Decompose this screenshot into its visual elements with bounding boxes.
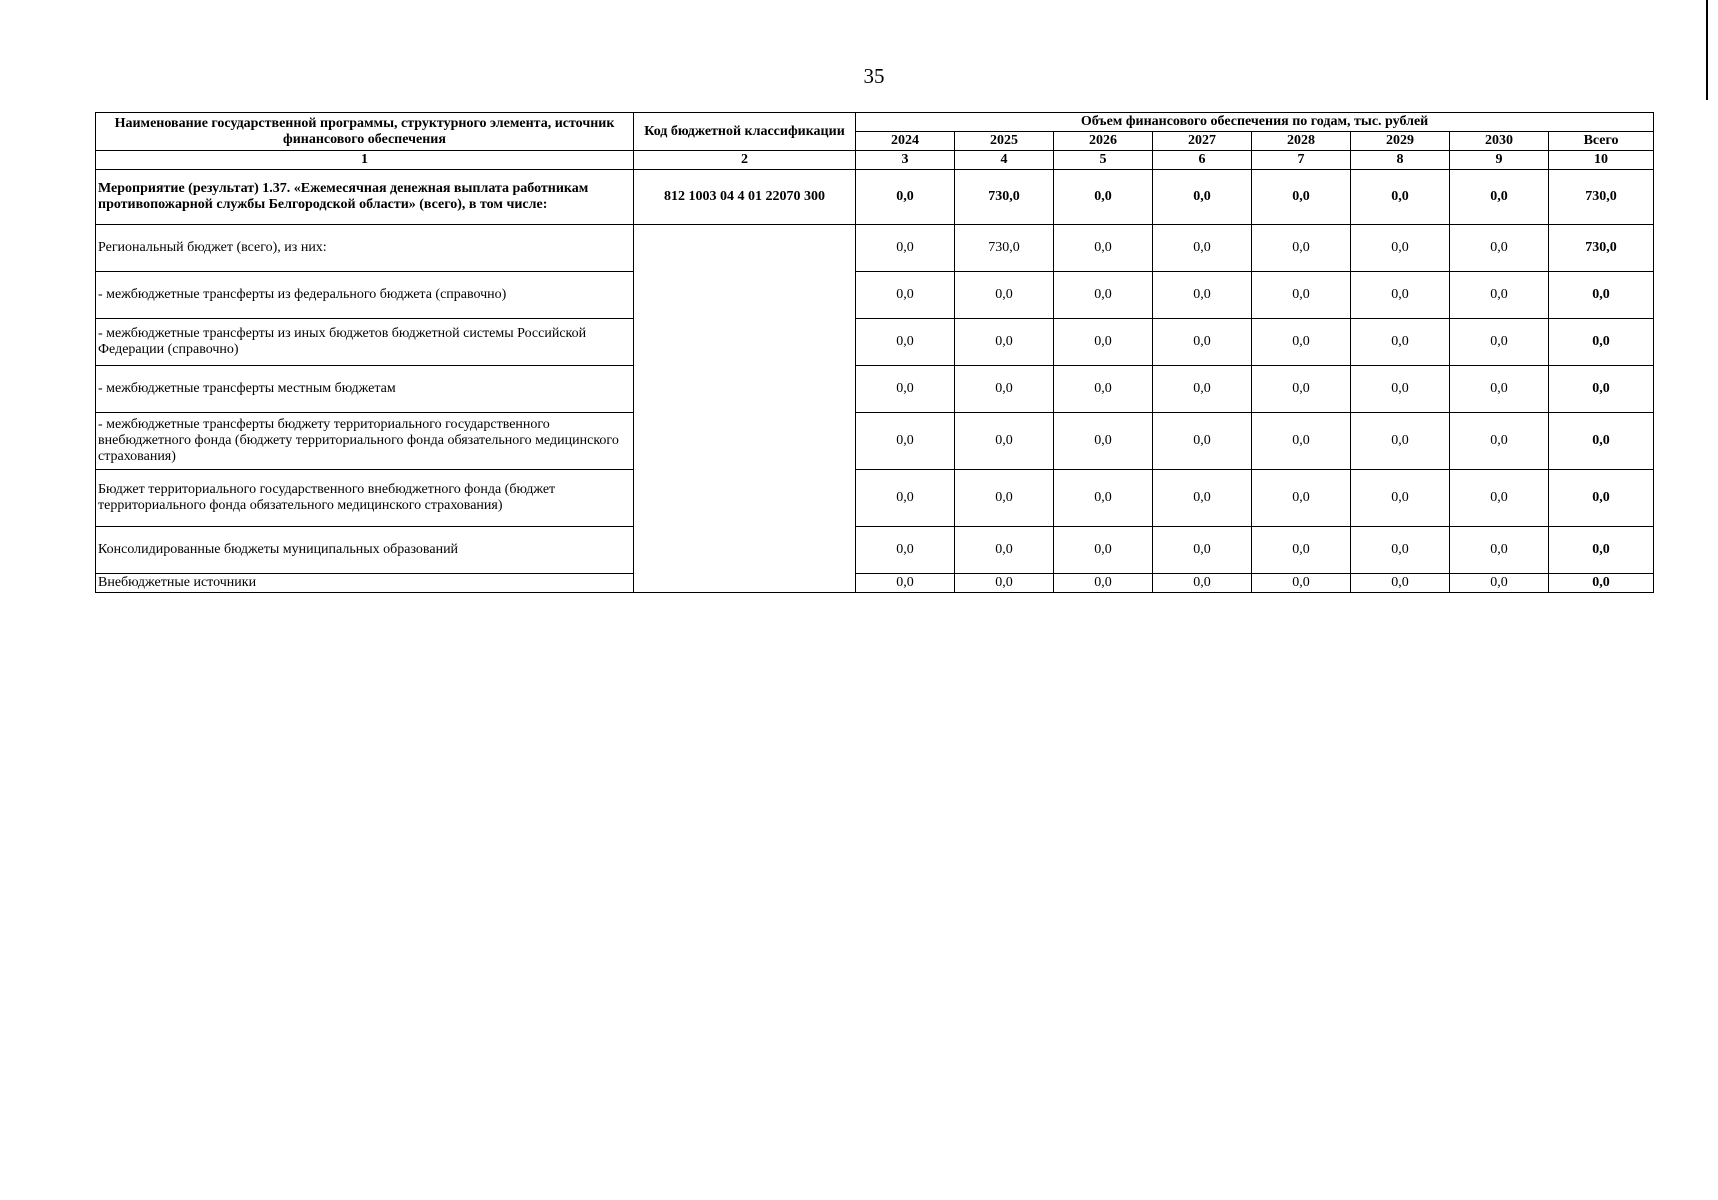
value-cell: 0,0	[1252, 574, 1351, 593]
value-cell: 0,0	[1054, 527, 1153, 574]
total-cell: 0,0	[1549, 413, 1654, 470]
value-cell: 0,0	[1153, 574, 1252, 593]
row-name: - межбюджетные трансферты из иных бюджетов бюджетной системы Российской Федерации (справочно)	[96, 319, 634, 366]
page-number: 35	[863, 64, 885, 88]
table-row	[96, 527, 1654, 574]
row-name: Региональный бюджет (всего), из них:	[96, 225, 634, 272]
value-cell: 730,0	[955, 170, 1054, 225]
total-cell: 0,0	[1549, 470, 1654, 527]
value-cell: 0,0	[1252, 319, 1351, 366]
column-number: 8	[1351, 151, 1450, 170]
value-cell: 0,0	[1252, 272, 1351, 319]
financing-table	[95, 112, 1654, 593]
total-cell: 0,0	[1549, 272, 1654, 319]
budget-code: 812 1003 04 4 01 22070 300	[634, 170, 856, 225]
header-year: 2029	[1351, 132, 1450, 151]
header-year: 2030	[1450, 132, 1549, 151]
column-number: 5	[1054, 151, 1153, 170]
header-volume: Объем финансового обеспечения по годам, тыс. рублей	[856, 113, 1654, 132]
column-number: 4	[955, 151, 1054, 170]
row-name: Внебюджетные источники	[96, 574, 634, 593]
row-name: Мероприятие (результат) 1.37. «Ежемесячная денежная выплата работникам противопожарной службы Белгородской области» (всего), в том числе:	[96, 170, 634, 225]
total-cell: 730,0	[1549, 170, 1654, 225]
scan-edge-line	[1706, 0, 1708, 100]
value-cell: 0,0	[1351, 527, 1450, 574]
value-cell: 0,0	[1252, 170, 1351, 225]
header-total: Всего	[1549, 132, 1654, 151]
value-cell: 0,0	[1351, 319, 1450, 366]
row-name: - межбюджетные трансферты местным бюджетам	[96, 366, 634, 413]
value-cell: 0,0	[1351, 413, 1450, 470]
table-row	[96, 366, 1654, 413]
header-year: 2027	[1153, 132, 1252, 151]
value-cell: 0,0	[1153, 170, 1252, 225]
value-cell: 0,0	[1252, 366, 1351, 413]
value-cell: 0,0	[1450, 413, 1549, 470]
value-cell: 0,0	[1054, 170, 1153, 225]
column-number: 9	[1450, 151, 1549, 170]
column-number: 3	[856, 151, 955, 170]
column-number: 1	[96, 151, 634, 170]
value-cell: 0,0	[1351, 366, 1450, 413]
value-cell: 0,0	[1450, 225, 1549, 272]
value-cell: 0,0	[1153, 225, 1252, 272]
total-cell: 730,0	[1549, 225, 1654, 272]
table-row	[96, 470, 1654, 527]
value-cell: 0,0	[1450, 170, 1549, 225]
total-cell: 0,0	[1549, 574, 1654, 593]
row-name: Бюджет территориального государственного внебюджетного фонда (бюджет территориального фонда обязательного медицинского страхования)	[96, 470, 634, 527]
budget-code-empty	[634, 225, 856, 593]
value-cell: 0,0	[856, 225, 955, 272]
value-cell: 0,0	[1351, 170, 1450, 225]
value-cell: 0,0	[856, 527, 955, 574]
table-row	[96, 319, 1654, 366]
value-cell: 0,0	[1252, 225, 1351, 272]
value-cell: 0,0	[856, 170, 955, 225]
value-cell: 0,0	[856, 413, 955, 470]
row-name: - межбюджетные трансферты из федерального бюджета (справочно)	[96, 272, 634, 319]
value-cell: 0,0	[1054, 366, 1153, 413]
value-cell: 730,0	[955, 225, 1054, 272]
value-cell: 0,0	[1054, 470, 1153, 527]
value-cell: 0,0	[1054, 225, 1153, 272]
value-cell: 0,0	[955, 574, 1054, 593]
table-row	[96, 574, 1654, 593]
value-cell: 0,0	[856, 470, 955, 527]
value-cell: 0,0	[1351, 272, 1450, 319]
value-cell: 0,0	[856, 366, 955, 413]
value-cell: 0,0	[1153, 366, 1252, 413]
value-cell: 0,0	[1450, 574, 1549, 593]
value-cell: 0,0	[1450, 272, 1549, 319]
header-code: Код бюджетной классификации	[634, 113, 856, 151]
value-cell: 0,0	[1252, 413, 1351, 470]
column-number: 6	[1153, 151, 1252, 170]
table-row-main	[96, 170, 1654, 225]
value-cell: 0,0	[955, 272, 1054, 319]
value-cell: 0,0	[1450, 366, 1549, 413]
header-year: 2025	[955, 132, 1054, 151]
value-cell: 0,0	[1153, 413, 1252, 470]
header-year: 2028	[1252, 132, 1351, 151]
table-row	[96, 413, 1654, 470]
table-row	[96, 225, 1654, 272]
value-cell: 0,0	[1351, 574, 1450, 593]
value-cell: 0,0	[1054, 574, 1153, 593]
value-cell: 0,0	[955, 470, 1054, 527]
value-cell: 0,0	[1351, 470, 1450, 527]
value-cell: 0,0	[1351, 225, 1450, 272]
column-number: 2	[634, 151, 856, 170]
value-cell: 0,0	[1450, 470, 1549, 527]
total-cell: 0,0	[1549, 366, 1654, 413]
header-year: 2024	[856, 132, 955, 151]
value-cell: 0,0	[1450, 319, 1549, 366]
value-cell: 0,0	[955, 319, 1054, 366]
value-cell: 0,0	[856, 319, 955, 366]
value-cell: 0,0	[856, 272, 955, 319]
total-cell: 0,0	[1549, 319, 1654, 366]
value-cell: 0,0	[1153, 319, 1252, 366]
value-cell: 0,0	[955, 413, 1054, 470]
value-cell: 0,0	[1153, 527, 1252, 574]
value-cell: 0,0	[1054, 413, 1153, 470]
column-number: 10	[1549, 151, 1654, 170]
header-name: Наименование государственной программы, структурного элемента, источник финансового обеспечения	[96, 113, 634, 151]
value-cell: 0,0	[955, 366, 1054, 413]
value-cell: 0,0	[1153, 470, 1252, 527]
value-cell: 0,0	[1054, 319, 1153, 366]
row-name: - межбюджетные трансферты бюджету территориального государственного внебюджетного фонда (бюджету территориального фонда обязательного медицинского страхования)	[96, 413, 634, 470]
header-year: 2026	[1054, 132, 1153, 151]
total-cell: 0,0	[1549, 527, 1654, 574]
value-cell: 0,0	[955, 527, 1054, 574]
row-name: Консолидированные бюджеты муниципальных образований	[96, 527, 634, 574]
value-cell: 0,0	[856, 574, 955, 593]
value-cell: 0,0	[1450, 527, 1549, 574]
value-cell: 0,0	[1252, 527, 1351, 574]
table-row	[96, 272, 1654, 319]
value-cell: 0,0	[1252, 470, 1351, 527]
value-cell: 0,0	[1054, 272, 1153, 319]
value-cell: 0,0	[1153, 272, 1252, 319]
column-number: 7	[1252, 151, 1351, 170]
